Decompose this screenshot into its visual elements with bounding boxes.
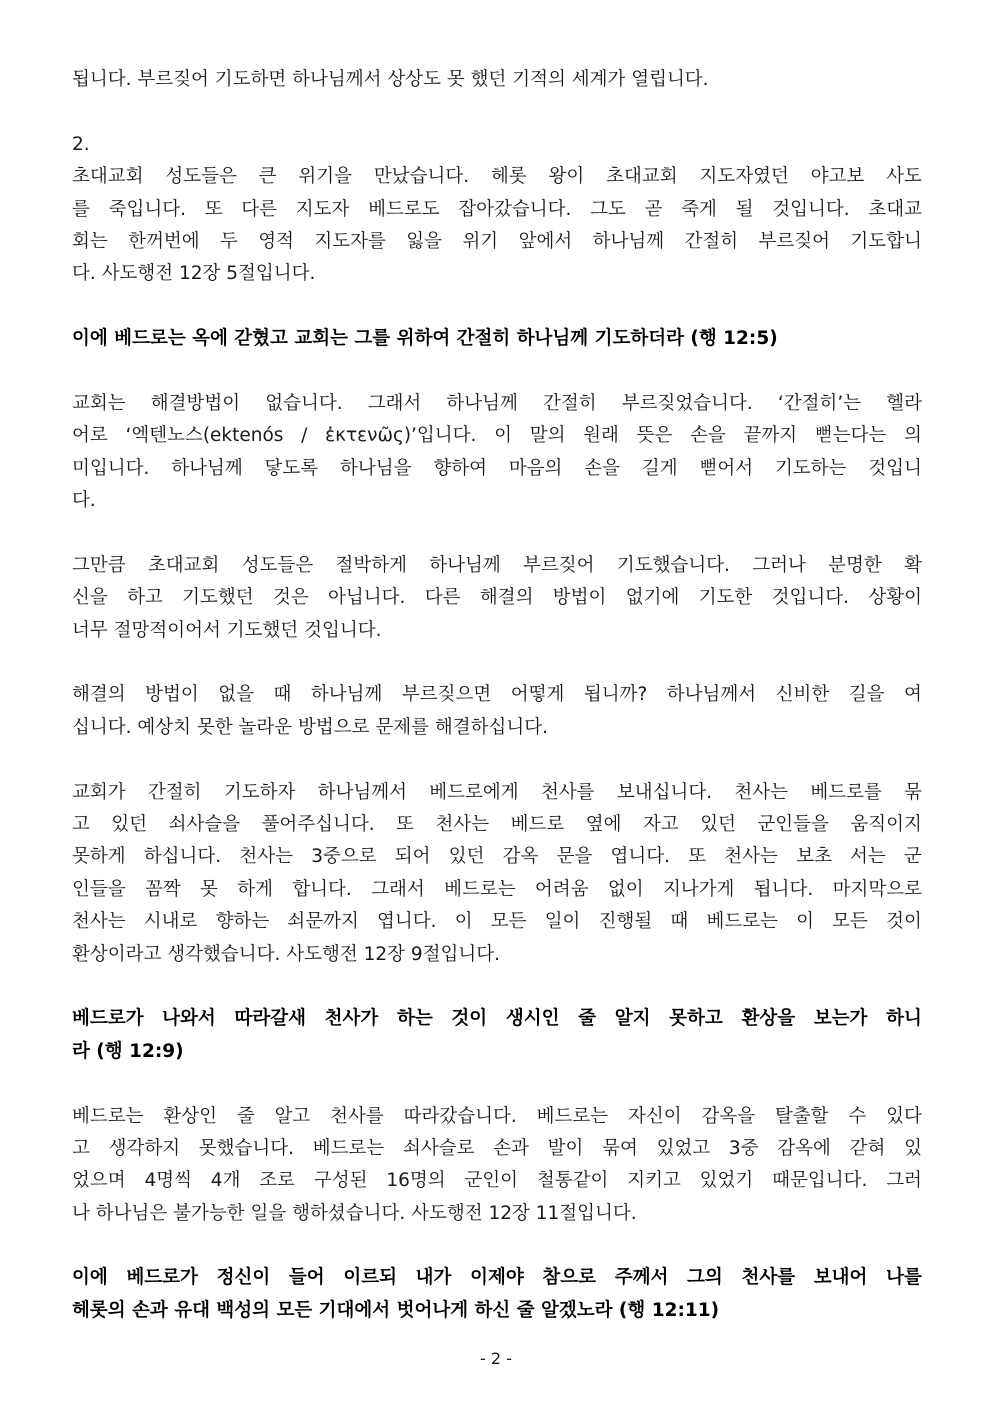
word: 줄 [578,1008,597,1030]
text-line [72,679,922,711]
text-line [72,874,922,906]
word: 이 [494,425,512,447]
word: 주께서 [614,1267,669,1289]
word: 있던 [111,813,148,835]
word: 하나님께 [446,392,518,414]
word: 알고 [274,1105,311,1127]
document-body [72,64,922,1327]
word: 를 [72,198,90,220]
word: 16명의 [386,1170,446,1192]
word: 풀어주십니다. [261,813,375,835]
word: 었으며 [72,1170,126,1192]
word: 지도자 [295,198,350,220]
word: 사도 [886,166,922,188]
word: 방법이 [552,587,607,609]
word: 이에 [72,1267,108,1289]
word: 기도합니 [850,230,922,252]
word: 하나님께 [171,457,243,479]
word: 교회는 [72,392,126,414]
word: 또 [396,813,415,835]
word: 부르짖었습니다. [621,392,753,414]
word: 그러나 [752,554,806,576]
word: 발이 [547,1137,584,1159]
word: 갇혀 [849,1137,886,1159]
text-line: 됩니다. 부르짖어 기도하면 하나님께서 상상도 못 했던 기적의 세계가 열립니다. [72,69,709,90]
word: 헤롯 [490,166,527,188]
word: 간절히 [543,392,597,414]
paragraph-gap [72,356,922,388]
word: 이 [796,911,814,933]
word: 베드로는 [536,1105,609,1127]
paragraph-gap [72,1068,922,1100]
word: / [301,425,308,447]
word: 감옥에 [777,1137,831,1159]
word: 없습니다. [265,392,343,414]
word: 이제야 [470,1267,524,1289]
text-line: 나 하나님은 불가능한 일을 행하셨습니다. 사도행전 12장 11절입니다. [72,1202,637,1224]
word: 해결의 [479,587,534,609]
word: 베드로도 [368,198,440,220]
paragraph-gap [72,96,922,128]
word: 고 [72,1137,90,1159]
text-line [72,1133,922,1165]
paragraph-gap [72,291,922,323]
word: 그도 [590,198,626,220]
word: 베드로 [510,813,565,835]
word: 수 [848,1105,867,1127]
text-line [72,194,922,226]
scripture-quote-line [72,1262,922,1294]
word: 하나님께 [429,554,501,576]
word: 천사를 [330,1105,384,1127]
text-line: 다. 사도행전 12장 5절입니다. [72,263,316,285]
word: 그래서 [371,878,425,900]
word: 따라갈새 [234,1008,306,1030]
word: 분명한 [828,554,882,576]
word: 환상을 [741,1008,796,1030]
word: 왕이 [548,166,585,188]
word: ἐκτενῶς)’입니다. [325,425,477,447]
word: 감옥 [502,846,539,868]
word: 손을 [690,425,726,447]
word: 것은 [272,587,309,609]
word: 신비한 [775,684,830,706]
word: 있었고 [656,1137,711,1159]
word: 곧 [644,198,663,220]
word: 길게 [641,457,678,479]
word: 못했습니다. [198,1137,295,1159]
word: 끝까지 [743,425,798,447]
word: 초대교 [868,198,922,220]
word: 죽게 [681,198,717,220]
word: 천사가 [324,1008,379,1030]
text-line [72,226,922,258]
word: 있던 [700,813,736,835]
word: 될 [735,198,754,220]
paragraph-gap [72,971,922,1003]
word: 군인이 [464,1170,519,1192]
word: 또 [688,846,707,868]
word: 어려움 [534,878,589,900]
word: 닿도록 [264,457,319,479]
word: 해결방법이 [150,392,241,414]
text-line [72,809,922,841]
word: 앞에서 [518,230,573,252]
text-line [72,1101,922,1133]
word: 손을 [584,457,621,479]
word: 방법이 [145,684,199,706]
word: 마지막으로 [832,878,922,900]
word: 서는 [850,846,886,868]
word: 지키고 [627,1170,681,1192]
word: 모든 [490,911,527,933]
text-line: 2. [72,133,90,155]
word: 길을 [848,684,885,706]
word: 죽입니다. [108,198,186,220]
word: 내가 [415,1267,452,1289]
word: 또 [204,198,223,220]
word: 하게 [237,878,273,900]
scripture-quote-line [72,1003,922,1035]
word: 확 [904,554,922,576]
text-line [72,906,922,938]
word: 진행될 [598,911,653,933]
page-number: - 2 - [480,1349,512,1368]
word: 꼼짝 [144,878,181,900]
text-line [72,161,922,193]
word: 기도했습니다. [616,554,730,576]
word: 쇠문까지 [287,911,359,933]
word: 기도한 [698,587,753,609]
word: 모든 [832,911,868,933]
word: 고 [72,813,90,835]
word: 것이 [451,1008,488,1030]
word: 알지 [614,1008,651,1030]
word: 원래 [583,425,619,447]
word: 4명씩 [144,1170,192,1192]
word: 간절히 [147,781,202,803]
word: 기도하자 [223,781,296,803]
word: 쇠사슬로 [402,1137,475,1159]
word: 잃을 [406,230,443,252]
word: 천사는 [724,846,778,868]
word: 천사를 [540,781,595,803]
word: 군 [903,846,922,868]
word: 지도자였던 [699,166,789,188]
word: 향하는 [215,911,270,933]
word: 못 [200,878,218,900]
word: 보는가 [813,1008,868,1030]
text-line [72,582,922,614]
word: 없을 [218,684,254,706]
paragraph-gap [72,647,922,679]
text-line [72,550,922,582]
word: 군인들을 [757,813,829,835]
paragraph-gap [72,1230,922,1262]
word: 두 [220,230,238,252]
word: 성도들은 [165,166,237,188]
word: 영적 [258,230,295,252]
text-line [72,1165,922,1197]
word: ‘간절히’는 [777,392,862,414]
word: 못하게 [72,846,126,868]
word: 생각하지 [108,1137,181,1159]
word: 향하여 [433,457,487,479]
text-line: 다. [72,490,96,512]
word: 있 [904,1137,922,1159]
word: 이르되 [343,1267,397,1289]
word: 베드로는 [72,1105,144,1127]
word: 나를 [886,1267,922,1289]
word: 됩니까? [583,684,648,706]
word: 시내로 [143,911,198,933]
word: 문을 [556,846,593,868]
word: 되어 [394,846,431,868]
text-line: 십니다. 예상치 못한 놀라운 방법으로 문제를 해결하십니다. [72,716,548,738]
word: 묶여 [602,1137,638,1159]
word: 철통같이 [536,1170,609,1192]
word: 때문입니다. [772,1170,868,1192]
word: 엽니다. [610,846,671,868]
word: 하는 [396,1008,433,1030]
word: 말의 [529,425,566,447]
text-line [72,841,922,873]
text-line [72,420,922,452]
word: 하나님께서 [666,684,757,706]
word: 뻗어서 [699,457,754,479]
word: 하고 [127,587,163,609]
text-line [72,453,922,485]
paragraph-gap [72,517,922,549]
paragraph-gap [72,744,922,776]
word: 감옥을 [701,1105,756,1127]
word: 성도들은 [241,554,314,576]
word: 나와서 [162,1008,216,1030]
word: ‘엑텐노스(ektenós [125,425,284,447]
word: 잡아갔습니다. [458,198,572,220]
word: 때 [670,911,689,933]
word: 이 [454,911,473,933]
word: 들어 [288,1267,325,1289]
word: 지도자를 [314,230,386,252]
word: 의 [904,425,922,447]
word: 있다 [886,1105,922,1127]
word: 4개 [210,1170,241,1192]
word: 있었기 [699,1170,754,1192]
word: 신을 [72,587,108,609]
word: 초대교회 [147,554,220,576]
word: 움직이지 [850,813,922,835]
word: 기도했던 [182,587,254,609]
word: 줄 [236,1105,255,1127]
word: 하십니다. [143,846,222,868]
word: 뜻은 [636,425,673,447]
word: 천사는 [72,911,126,933]
scripture-quote-line: 라 (행 12:9) [72,1040,184,1062]
word: 교회가 [72,781,126,803]
word: 간절히 [684,230,739,252]
word: 베드로를 [810,781,882,803]
word: 손과 [493,1137,529,1159]
word: 절박하게 [335,554,407,576]
word: 정신이 [216,1267,271,1289]
word: 보초 [796,846,832,868]
word: 것입니다. [771,587,850,609]
word: 베드로는 [312,1137,385,1159]
word: 천사를 [741,1267,796,1289]
word: 미입니다. [72,457,150,479]
word: 위기 [462,230,499,252]
word: 여 [904,684,922,706]
word: 자신이 [627,1105,682,1127]
word: 됩니다. [753,878,814,900]
word: 것입니다. [772,198,850,220]
word: 때 [273,684,292,706]
word: 지나가게 [662,878,735,900]
word: 것이 [886,911,922,933]
word: 위기을 [298,166,352,188]
text-line: 환상이라고 생각했습니다. 사도행전 12장 9절입니다. [72,943,501,965]
word: 하나님께 [592,230,665,252]
word: 뻗는다는 [814,425,887,447]
word: 천사는 [239,846,293,868]
word: 큰 [258,166,277,188]
word: 있던 [448,846,485,868]
word: 못하고 [669,1008,723,1030]
word: 야고보 [810,166,865,188]
word: 생시인 [505,1008,560,1030]
word: 쇠사슬을 [168,813,241,835]
word: 베드로에게 [429,781,519,803]
word: 마음의 [508,457,563,479]
word: 그만큼 [72,554,126,576]
word: 없기에 [625,587,680,609]
word: 따라갔습니다. [403,1105,517,1127]
word: 해결의 [72,684,126,706]
word: 3중으로 [311,846,377,868]
word: 없이 [607,878,644,900]
word: 일이 [544,911,581,933]
word: 초대교회 [606,166,678,188]
word: 하나님께 [310,684,383,706]
word: 초대교회 [72,166,144,188]
word: 베드로는 [444,878,516,900]
word: 천사는 [734,781,789,803]
word: 그러 [886,1170,922,1192]
word: 인들을 [72,878,126,900]
word: 보내십니다. [616,781,713,803]
word: 묶 [904,781,922,803]
word: 기도하는 [774,457,847,479]
word: 부르짖어 [758,230,830,252]
word: 어로 [72,425,108,447]
word: 부르짖으면 [401,684,492,706]
text-line [72,388,922,420]
text-line [72,777,922,809]
word: 옆에 [585,813,622,835]
word: 환상인 [163,1105,217,1127]
word: 것입니 [868,457,922,479]
word: 그래서 [367,392,422,414]
word: 3중 [728,1137,759,1159]
word: 하나님을 [340,457,412,479]
word: 구성된 [313,1170,368,1192]
word: 엽니다. [377,911,437,933]
word: 조로 [259,1170,296,1192]
word: 다른 [241,198,278,220]
scripture-quote-line: 이에 베드로는 옥에 갇혔고 교회는 그를 위하여 간절히 하나님께 기도하더라 (행 12:5) [72,328,778,350]
word: 만났습니다. [373,166,470,188]
word: 베드로가 [126,1267,198,1289]
word: 베드로는 [706,911,778,933]
scripture-quote-line: 헤롯의 손과 유대 백성의 모든 기대에서 벗어나게 하신 줄 알겠노라 (행 12:11) [72,1299,720,1321]
word: 다른 [424,587,461,609]
word: 헬라 [886,392,922,414]
word: 보내어 [813,1267,868,1289]
word: 합니다. [292,878,352,900]
word: 참으로 [542,1267,597,1289]
word: 상황이 [868,587,922,609]
word: 베드로가 [72,1008,144,1030]
word: 어떻게 [510,684,565,706]
word: 그의 [687,1267,723,1289]
word: 한꺼번에 [128,230,200,252]
word: 부르짖어 [523,554,595,576]
word: 하나님께서 [317,781,407,803]
word: 자고 [642,813,679,835]
text-line: 너무 절망적이어서 기도했던 것입니다. [72,619,382,641]
word: 아닙니다. [328,587,406,609]
word: 탈출할 [774,1105,829,1127]
word: 천사는 [435,813,490,835]
word: 회는 [72,230,108,252]
word: 하니 [886,1008,922,1030]
